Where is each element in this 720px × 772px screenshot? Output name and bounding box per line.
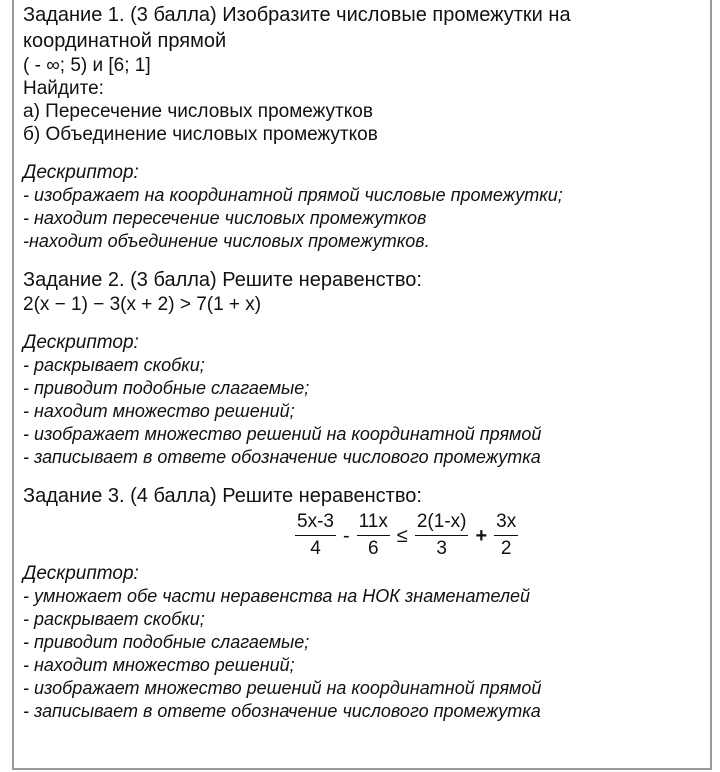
- task1-section: [23, 2, 700, 253]
- task3-descriptor-item: - приводит подобные слагаемые;: [23, 632, 310, 652]
- fraction-3-numerator: 2(1-x): [415, 511, 469, 536]
- task3-descriptor-title: Дескриптор:: [23, 563, 139, 584]
- fraction-4-denominator: 2: [500, 538, 512, 559]
- task1-descriptor-title: Дескриптор:: [23, 162, 139, 183]
- task2-descriptor-item: - находит множество решений;: [23, 401, 295, 421]
- task3-formula: [23, 511, 700, 561]
- task1-title-line1: Задание 1. (3 балла) Изобразите числовые промежутки на: [23, 4, 571, 26]
- task3-descriptor-item: - умножает обе части неравенства на НОК знаменателей: [23, 586, 531, 606]
- fraction-1-numerator: 5x-3: [295, 511, 336, 536]
- fraction-2-denominator: 6: [367, 538, 379, 559]
- task1-title-line2: координатной прямой: [23, 30, 227, 52]
- task2-descriptor-item: - раскрывает скобки;: [23, 355, 205, 375]
- plus-operator: +: [475, 524, 488, 547]
- task2-inequality: 2(x − 1) − 3(x + 2) > 7(1 + x): [23, 294, 262, 315]
- task1-intervals: ( - ∞; 5) и [6; 1]: [23, 55, 151, 76]
- fraction-1-denominator: 4: [310, 538, 321, 559]
- task3-descriptor-item: - раскрывает скобки;: [23, 609, 205, 629]
- task3-title: Задание 3. (4 балла) Решите неравенство:: [23, 485, 422, 507]
- task1-item-a: а) Пересечение числовых промежутков: [23, 101, 373, 122]
- task3-descriptor-item: - записывает в ответе обозначение числового промежутка: [23, 701, 541, 721]
- task1-descriptor-item: - изображает на координатной прямой числовые промежутки;: [23, 185, 563, 205]
- task3-descriptor-item: - находит множество решений;: [23, 655, 295, 675]
- fraction-3-denominator: 3: [436, 538, 447, 559]
- fraction-2: [357, 511, 390, 561]
- task3-section: [23, 483, 700, 723]
- fraction-3: [415, 511, 469, 561]
- task1-find: Найдите:: [23, 78, 104, 99]
- minus-operator: -: [342, 524, 350, 547]
- fraction-4-numerator: 3x: [494, 511, 518, 536]
- task2-descriptor-title: Дескриптор:: [23, 332, 139, 353]
- task2-descriptor-item: - записывает в ответе обозначение числового промежутка: [23, 447, 541, 467]
- task3-descriptor-item: - изображает множество решений на координатной прямой: [23, 678, 542, 698]
- task1-descriptor-item: -находит объединение числовых промежутков.: [23, 231, 430, 251]
- task2-descriptor-item: - изображает множество решений на координатной прямой: [23, 424, 542, 444]
- worksheet-page: [12, 0, 712, 770]
- task1-descriptor-item: - находит пересечение числовых промежутков: [23, 208, 427, 228]
- task2-descriptor-item: - приводит подобные слагаемые;: [23, 378, 310, 398]
- task1-item-b: б) Объединение числовых промежутков: [23, 124, 378, 145]
- fraction-4: [494, 511, 518, 561]
- fraction-2-numerator: 11x: [357, 511, 390, 536]
- less-equal-operator: ≤: [396, 524, 408, 547]
- task2-title: Задание 2. (3 балла) Решите неравенство:: [23, 269, 422, 291]
- fraction-1: [295, 511, 336, 561]
- task2-section: [23, 267, 700, 469]
